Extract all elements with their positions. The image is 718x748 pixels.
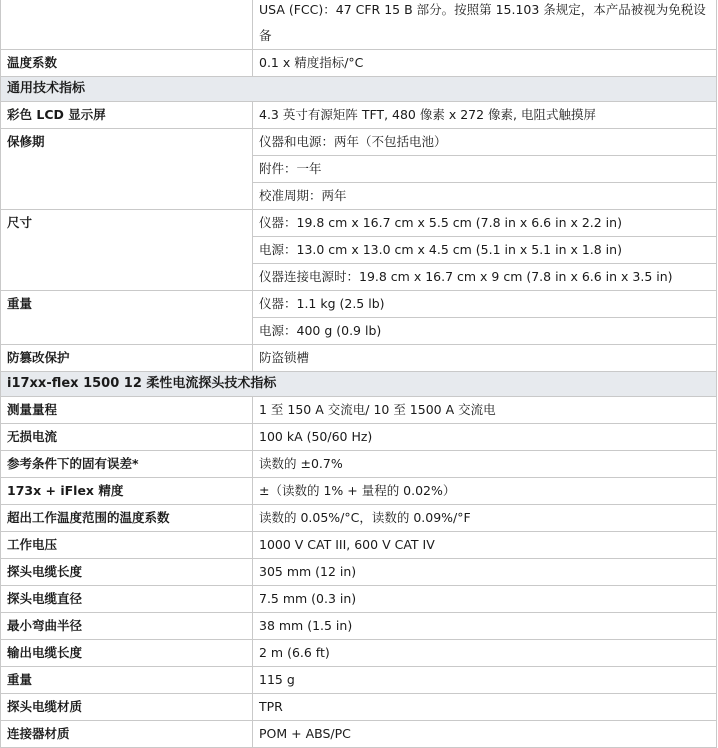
spec-row — [1, 505, 717, 532]
spec-row — [1, 721, 717, 748]
spec-value: USA (FCC)：47 CFR 15 B 部分。按照第 15.103 条规定，本产品被视为免税设备 — [253, 0, 717, 50]
spec-row — [1, 424, 717, 451]
spec-label: 173x + iFlex 精度 — [1, 478, 253, 505]
spec-row — [1, 559, 717, 586]
spec-value: 仪器和电源：两年（不包括电池） — [253, 129, 717, 156]
spec-row — [1, 667, 717, 694]
spec-label: 重量 — [1, 667, 253, 694]
spec-label: 彩色 LCD 显示屏 — [1, 102, 253, 129]
spec-row — [1, 50, 717, 77]
spec-value: 仪器：19.8 cm x 16.7 cm x 5.5 cm (7.8 in x 6.6 in x 2.2 in) — [253, 210, 717, 237]
spec-table-body — [1, 0, 717, 748]
spec-value: 7.5 mm (0.3 in) — [253, 586, 717, 613]
spec-value: POM + ABS/PC — [253, 721, 717, 748]
spec-value: 读数的 0.05%/°C，读数的 0.09%/°F — [253, 505, 717, 532]
spec-row — [1, 0, 717, 50]
spec-value: 仪器连接电源时：19.8 cm x 16.7 cm x 9 cm (7.8 in x 6.6 in x 3.5 in) — [253, 264, 717, 291]
spec-label: 温度系数 — [1, 50, 253, 77]
spec-value: 100 kA (50/60 Hz) — [253, 424, 717, 451]
spec-label: 连接器材质 — [1, 721, 253, 748]
section-title: i17xx-flex 1500 12 柔性电流探头技术指标 — [1, 372, 717, 397]
spec-label: 重量 — [1, 291, 253, 345]
spec-value: 仪器：1.1 kg (2.5 lb) — [253, 291, 717, 318]
spec-label — [1, 0, 253, 50]
spec-row — [1, 451, 717, 478]
spec-label: 参考条件下的固有误差* — [1, 451, 253, 478]
spec-value: 电源：13.0 cm x 13.0 cm x 4.5 cm (5.1 in x 5.1 in x 1.8 in) — [253, 237, 717, 264]
spec-row — [1, 397, 717, 424]
spec-label: 探头电缆长度 — [1, 559, 253, 586]
spec-row — [1, 532, 717, 559]
spec-value: 2 m (6.6 ft) — [253, 640, 717, 667]
spec-label: 超出工作温度范围的温度系数 — [1, 505, 253, 532]
spec-value: 校准周期：两年 — [253, 183, 717, 210]
spec-value: 电源：400 g (0.9 lb) — [253, 318, 717, 345]
spec-row — [1, 345, 717, 372]
spec-label: 输出电缆长度 — [1, 640, 253, 667]
spec-value: 115 g — [253, 667, 717, 694]
spec-row — [1, 210, 717, 237]
spec-label: 测量量程 — [1, 397, 253, 424]
spec-label: 工作电压 — [1, 532, 253, 559]
section-header-row — [1, 77, 717, 102]
spec-value: ±（读数的 1% + 量程的 0.02%） — [253, 478, 717, 505]
spec-row — [1, 613, 717, 640]
spec-label: 无损电流 — [1, 424, 253, 451]
section-header-row — [1, 372, 717, 397]
spec-row — [1, 640, 717, 667]
spec-value: 1 至 150 A 交流电/ 10 至 1500 A 交流电 — [253, 397, 717, 424]
spec-value: 38 mm (1.5 in) — [253, 613, 717, 640]
spec-value: 305 mm (12 in) — [253, 559, 717, 586]
spec-label: 防篡改保护 — [1, 345, 253, 372]
spec-row — [1, 586, 717, 613]
spec-value: 附件：一年 — [253, 156, 717, 183]
spec-row — [1, 478, 717, 505]
spec-row — [1, 694, 717, 721]
spec-row — [1, 291, 717, 318]
spec-label: 尺寸 — [1, 210, 253, 291]
spec-value: 防盗锁槽 — [253, 345, 717, 372]
spec-value: TPR — [253, 694, 717, 721]
section-title: 通用技术指标 — [1, 77, 717, 102]
spec-value: 0.1 x 精度指标/°C — [253, 50, 717, 77]
spec-row — [1, 129, 717, 156]
spec-row — [1, 102, 717, 129]
spec-value: 4.3 英寸有源矩阵 TFT, 480 像素 x 272 像素, 电阻式触摸屏 — [253, 102, 717, 129]
spec-label: 最小弯曲半径 — [1, 613, 253, 640]
spec-value: 1000 V CAT III, 600 V CAT IV — [253, 532, 717, 559]
spec-label: 探头电缆材质 — [1, 694, 253, 721]
spec-label: 探头电缆直径 — [1, 586, 253, 613]
spec-label: 保修期 — [1, 129, 253, 210]
spec-value: 读数的 ±0.7% — [253, 451, 717, 478]
